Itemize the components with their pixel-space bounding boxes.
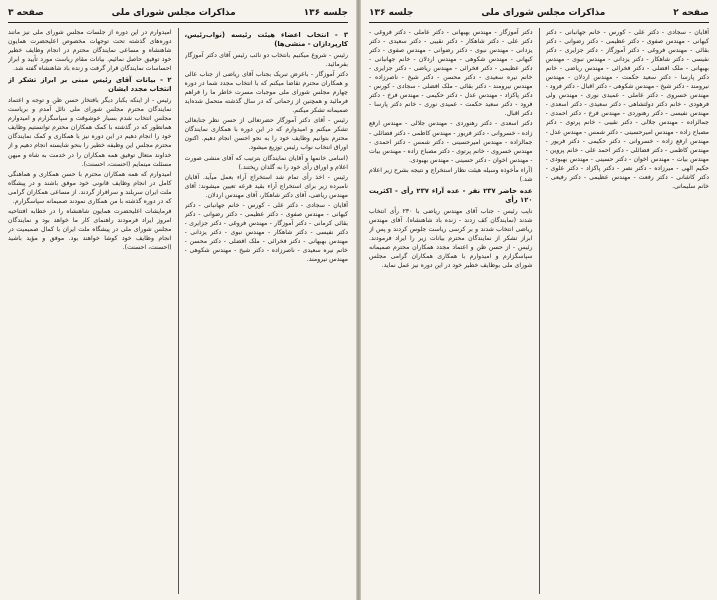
column-divider — [539, 28, 540, 594]
column-divider — [178, 28, 179, 594]
left-page — [0, 0, 356, 600]
right-page-header — [369, 4, 709, 23]
paragraph: آقایان - سجادی - دکتر علی - کورس - خانم جهانبانی - دکتر کیهانی - مهندس صفوی - دکتر عظیمی - دکتر رضوانی - دکتر بقائی - مهندس فروغی - دکتر آموزگار - دکتر جزایری - دکتر نفیسی - دکتر شاهکار - دکتر یزدانی - مهندس نبوی - مهندس بهبهانی - ملک افضلی - دکتر فخرائی - مهندس ریاضی - خانم دکتر پارسا - دکتر سعید حکمت - مهندس اردلان - مهندس نیرومند - دکتر شیخ - مهندس شکوهی - دکتر اقبال - دکتر فرود - مهندس خسروی - دکتر عاملی - عمیدی نوری - مهندس ولی فرهودی - خانم دکتر دولتشاهی - دکتر سعیدی - دکتر اسعدی - مهندس نفیسی - دکتر رهنوردی - مهندس فرخ - دکتر احمدی - جمالزاده - مهندس جلالی - دکتر نقیبی - خانم پرتوی - دکتر مصباح زاده - مهندس امیرحسینی - دکتر شمس - مهندس عدل - مهندس ارفع زاده - خسروانی - دکتر حکیمی - دکتر فریور - مهندس کاظمی - دکتر فضائلی - دکتر احمد علی - خانم پروین - مهندس بیات - مهندس اخوان - دکتر حسینی - مهندس بهبودی - حکیم الهی - میرزاده - دکتر نصر - دکتر پاکزاد - دکتر علوی - دکتر کاشانی - دکتر رفعت - مهندس عظیمی - دکتر رفیعی - خانم سلیمانی. — [545, 29, 709, 190]
right-page-left-column — [369, 28, 533, 594]
paragraph: رئیس - شروع میکنیم بانتخاب دو نائب رئیس آقای دکتر آموزگار بفرمائید. — [184, 52, 348, 69]
section-heading: عده حاضر ۲۳۷ نفر - عده آراء ۲۳۷ رأی - اکثریت ۱۲۰ رأی — [369, 186, 533, 204]
left-page-header — [8, 4, 348, 23]
right-page — [361, 0, 717, 600]
paragraph: (اسامی خانمها و آقایان نمایندگان بترتیب که آقای منشی صورت اعلام و اوراق رأی خود را به گلدان ریختند.) — [184, 154, 348, 171]
paragraph: نایب رئیس - جناب آقای مهندس ریاضی با ۲۳۰ رأی انتخاب شدند (نمایندگان کف زدند - زنده باد شاهنشاه). آقای مهندس ریاضی انتخاب شدند و بر کرسی ریاست جلوس کردند و پس از ابراز تشکر از نمایندگان محترم بیانات زیر را ایراد فرمودند. رئیس - از حسن ظن و اعتماد مجدد همکاران محترم صمیمانه سپاسگزارم و امیدوارم با همکاری همکاران گرامی مجلس شورای ملی بوظایف خطیر خود در این دوره نیز عمل نماید. — [369, 207, 533, 270]
section-heading: ۲ - بیانات آقای رئیس مبنی بر ابراز تشکر از انتخاب مجدد ایشان — [8, 76, 172, 94]
paragraph: رئیس - از اینکه یکبار دیگر بافتخار حسن ظن و توجه و اعتماد نمایندگان محترم مجلس شورای ملی نائل آمدم و بریاست مجلس انتخاب شدم بسیار خوشوقت و سپاسگزارم و امیدوارم همانطور که در گذشته با کمک همکاران محترم توانستیم وظایف خود را انجام دهیم در این دوره نیز با همکاری و کمک نمایندگان محترم مجلس این وظیفه خطیر را بنحو شایسته انجام دهیم و از خداوند متعال توفیق همه همکاران را در خدمت به شاه و میهن مسئلت مینمایم (احسنت، احسنت). — [8, 97, 172, 168]
right-header-title: مذاکرات مجلس شورای ملی — [481, 8, 606, 18]
paragraph: فرمایشات اعلیحضرت همایون شاهنشاه را در خطابه افتتاحیه امروز ایراد فرمودند راهنمای کار ما خواهد بود و نمایندگان مجلس شورای ملی در پیشگاه ملت ایران با کمال صمیمیت در انجام وظایف خود کوشا خواهند بود. موفق و مؤید باشید (احسنت، احسنت). — [8, 207, 172, 251]
right-header-session: جلسه ۱۳۶ — [369, 8, 414, 18]
paragraph: دکتر آموزگار - مهندس بهبهانی - دکتر عاملی - دکتر فروغی - دکتر علی - دکتر شاهکار - دکتر نقیبی - دکتر سعیدی - دکتر یزدانی - مهندس نبوی - دکتر رضوانی - مهندس صفوی - دکتر کیهانی - مهندس شکوهی - مهندس اردلان - خانم جهانبانی - دکتر عظیمی - دکتر فخرائی - مهندس ریاضی - دکتر جزایری - خانم نیره سعیدی - دکتر محسن - دکتر شیخ - ناصرزاده - مهندس نیرومند - دکتر بقائی - ملک افضلی - سجادی - کورس - دکتر پاکزاد - مهندس عدل - دکتر حکیمی - مهندس فرخ - دکتر فرود - دکتر سعید حکمت - عمیدی نوری - خانم دکتر پارسا - دکتر اقبال. — [369, 29, 533, 118]
left-header-page-number: صفحه ۳ — [8, 8, 44, 18]
left-page-right-column — [185, 28, 349, 594]
paragraph: امیدوارم در این دوره از جلسات مجلس شورای ملی نیز مانند دوره‌های گذشته تحت توجهات مخصوص اعلیحضرت همایون شاهنشاه و مساعی نمایندگان محترم در انجام وظایف خطیر خود توفیق حاصل نمائیم. بیانات مقام ریاست مورد تأیید و ابراز احساسات نمایندگان قرار گرفت و زنده باد شاهنشاه گفته شد. — [8, 29, 172, 73]
paragraph: رئیس - اخذ رأی تمام شد استخراج آراء بعمل میآید. آقایان نامبرده زیر برای استخراج آراء بقید قرعه تعیین میشوند: آقای مهندس ریاضی، آقای دکتر شاهکار، آقای مهندس اردلان. — [184, 173, 348, 199]
paragraph: رئیس - آقای دکتر آموزگار حضرتعالی از حسن نظر جنابعالی تشکر میکنم و امیدوارم که در این دوره با همکاری نمایندگان محترم بتوانیم وظایف خود را به نحو احسن انجام دهیم. اکنون اوراق انتخاب نواب رئیس توزیع میشود. — [184, 117, 348, 152]
paragraph: دکتر اسعدی - دکتر رهنوردی - مهندس جلالی - مهندس ارفع زاده - خسروانی - دکتر فریور - مهندس کاظمی - دکتر فضائلی - جمالزاده - مهندس امیرحسینی - دکتر شمس - دکتر احمدی - مهندس خسروی - خانم پرتوی - دکتر مصباح زاده - مهندس بیات - مهندس اخوان - دکتر حسینی - مهندس بهبودی. — [369, 120, 533, 164]
left-header-title: مذاکرات مجلس شورای ملی — [111, 8, 236, 18]
right-page-right-column — [546, 28, 710, 594]
paragraph: امیدوارم که همه همکاران محترم با حسن همکاری و هماهنگی کامل در انجام وظایف قانونی خود موفق باشند و در پیشگاه ملت ایران سربلند و سرافراز گردند. از مساعی همکاران گرامی که در دوره گذشته با من همکاری نمودند صمیمانه سپاسگزارم. — [8, 170, 172, 205]
paragraph: آقایان - سجادی - دکتر علی - کورس - خانم جهانبانی - دکتر کیهانی - مهندس صفوی - دکتر عظیمی - دکتر رضوانی - دکتر بقائی کرمانی - دکتر آموزگار - مهندس فروغی - دکتر جزایری - دکتر نفیسی - دکتر شاهکار - مهندس نبوی - دکتر یزدانی - مهندس بهبهانی - دکتر فخرائی - ملک افضلی - دکتر محسن - خانم نیره سعیدی - ناصرزاده - دکتر شیخ - مهندس شکوهی - مهندس نیرومند. — [184, 201, 348, 264]
section-heading: ۳ - انتخاب اعضاء هیئت رئیسه (نواب‌رئیس، کارپردازان - منشی‌ها) — [184, 31, 348, 48]
paragraph: (آراء مأخوذه وسیله هیئت نظار استخراج و نتیجه بشرح زیر اعلام شد.) — [369, 166, 533, 183]
left-page-left-column — [8, 28, 172, 594]
left-header-session: جلسه ۱۳۶ — [303, 8, 348, 18]
right-header-page-number: صفحه ۲ — [673, 8, 709, 18]
paragraph: دکتر آموزگار - باعرض تبریک بجناب آقای ریاضی از جناب عالی و همکاران محترم تقاضا میکنم که با انتخاب مجدد شما در دوره چهارم مجلس شورای ملی موجبات مسرت خاطر ما را فراهم فرمائید و همچنین از زحماتی که در سال گذشته متحمل شده‌اید صمیمانه تشکر میکنم. — [184, 71, 348, 115]
